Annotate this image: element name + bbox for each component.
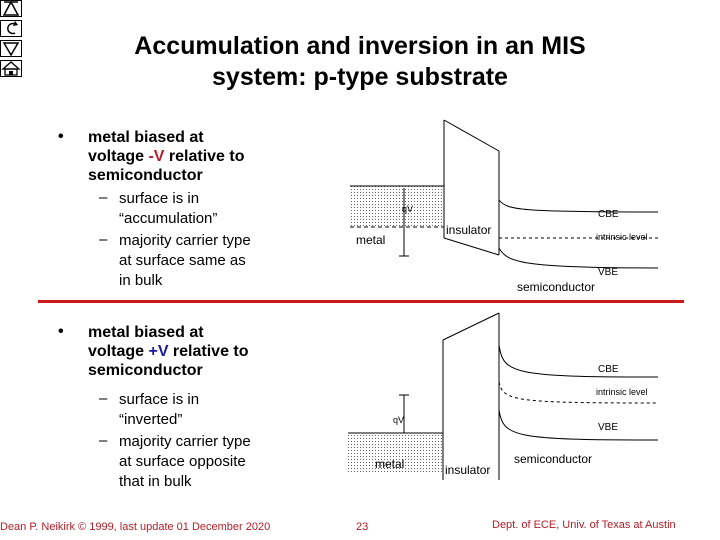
sub-bullet-text: surface is in (119, 391, 200, 408)
vbe-label: VBE (598, 267, 619, 278)
intrinsic-level-label: intrinsic level (596, 387, 648, 397)
cbe-curve (499, 200, 658, 212)
title-line-2: system: p-type substrate (212, 63, 508, 91)
metal-label: metal (375, 457, 405, 471)
footer-affiliation: Dept. of ECE, Univ. of Texas at Austin (492, 519, 676, 531)
vbe-curve (499, 410, 658, 440)
bullet-text: relative to (164, 148, 245, 165)
sub-bullet-text: majority carrier type (119, 232, 251, 249)
sub-bullet-text: majority carrier type (119, 433, 251, 450)
title-line-1: Accumulation and inversion in an MIS (134, 32, 586, 60)
dash-marker: – (99, 189, 108, 206)
band-diagram-accumulation (350, 120, 658, 294)
vbe-label: VBE (598, 422, 619, 433)
semiconductor-label: semiconductor (514, 452, 593, 466)
footer-author: Dean P. Neikirk © 1999, last update 01 December 2020 (0, 521, 271, 533)
insulator-top-edge (444, 120, 499, 151)
bullet-marker: • (58, 128, 64, 145)
intrinsic-level-label: intrinsic level (596, 232, 648, 242)
bullet-text: semiconductor (88, 167, 203, 184)
cbe-label: CBE (598, 364, 619, 375)
bullet-text: voltage (88, 148, 149, 165)
sub-bullet-text: “inverted” (119, 411, 183, 428)
voltage-highlight: -V (148, 148, 165, 165)
insulator-top-edge (443, 313, 499, 340)
bullet-text: semiconductor (88, 362, 203, 379)
sub-bullet-text: at surface same as (119, 252, 246, 269)
bullet-text: metal biased at (88, 129, 204, 146)
bullet-marker: • (58, 323, 64, 340)
sub-bullet-text: that in bulk (119, 473, 192, 490)
sub-bullet-text: at surface opposite (119, 453, 246, 470)
metal-fill (350, 186, 444, 227)
insulator-bottom-edge (444, 238, 499, 255)
sub-bullet-text: surface is in (119, 190, 200, 207)
band-diagram-inversion (348, 313, 658, 480)
bullet-text: voltage (88, 343, 149, 360)
cbe-label: CBE (598, 209, 619, 220)
voltage-highlight: +V (148, 343, 169, 360)
vbe-curve (499, 248, 658, 268)
dash-marker: – (99, 432, 108, 449)
dash-marker: – (99, 390, 108, 407)
insulator-label: insulator (446, 223, 492, 237)
cbe-curve (499, 345, 658, 377)
qv-label: qV (402, 204, 414, 214)
insulator-label: insulator (445, 463, 491, 477)
bullet-text: metal biased at (88, 324, 204, 341)
dash-marker: – (99, 231, 108, 248)
metal-label: metal (356, 233, 386, 247)
semiconductor-label: semiconductor (517, 280, 596, 294)
page-number: 23 (356, 521, 369, 533)
bullet-text: relative to (168, 343, 249, 360)
sub-bullet-text: in bulk (119, 272, 163, 289)
qv-label: qV (393, 415, 405, 425)
sub-bullet-text: “accumulation” (119, 210, 218, 227)
